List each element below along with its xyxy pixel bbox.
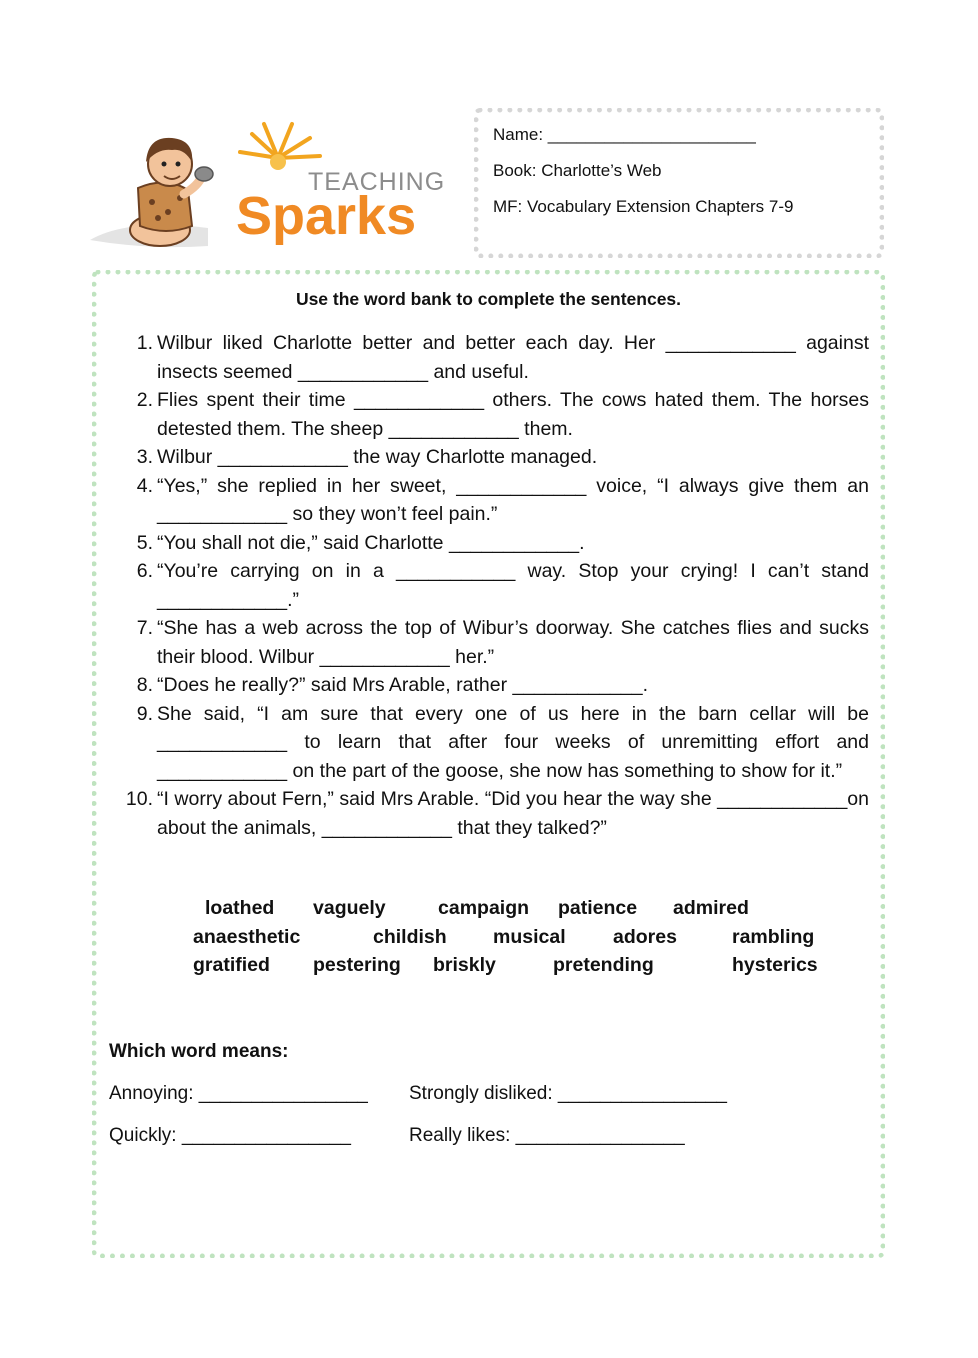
question-number: 9. bbox=[136, 702, 153, 725]
word-bank-row bbox=[97, 926, 880, 955]
question-item bbox=[117, 443, 869, 472]
word-bank-word: pestering bbox=[313, 954, 401, 976]
word-bank-word: rambling bbox=[732, 925, 815, 948]
question-number: 3. bbox=[136, 446, 153, 468]
word-bank-word: vaguely bbox=[313, 897, 386, 919]
question-number: 5. bbox=[136, 531, 153, 554]
logo-word-teaching: TEACHING bbox=[308, 168, 446, 196]
question-text[interactable]: Wilbur liked Charlotte better and better each day. Her ____________ against insects seemed ____________ and useful. bbox=[157, 332, 869, 383]
question-item bbox=[117, 671, 869, 700]
logo-graphic bbox=[88, 118, 458, 258]
question-text[interactable]: “Does he really?” said Mrs Arable, rather ____________. bbox=[157, 674, 649, 696]
question-number: 1. bbox=[136, 332, 153, 354]
question-item bbox=[117, 785, 869, 842]
word-bank-word: admired bbox=[673, 897, 749, 919]
word-bank-word: briskly bbox=[433, 954, 496, 976]
question-item bbox=[117, 557, 869, 614]
word-bank-word: musical bbox=[493, 925, 566, 948]
question-number: 6. bbox=[136, 560, 153, 582]
question-text[interactable]: “Yes,” she replied in her sweet, ____________ voice, “I always give them an ____________ so they won’t feel pain.” bbox=[157, 474, 869, 525]
question-text[interactable]: “I worry about Fern,” said Mrs Arable. “Did you hear the way she ____________on about the animals, ____________ that they talked?” bbox=[157, 788, 869, 839]
question-text[interactable]: She said, “I am sure that every one of us here in the barn cellar will be ____________ to learn that after four weeks of unremitting effort and ____________ on the part of the goose, she now has something to show for it.” bbox=[157, 702, 869, 782]
word-bank-word: anaesthetic bbox=[193, 925, 301, 948]
student-info-box bbox=[474, 108, 884, 258]
word-bank-word: gratified bbox=[193, 954, 270, 976]
word-bank-row bbox=[97, 954, 880, 983]
name-line[interactable]: Name: ______________________ bbox=[493, 125, 756, 144]
question-list bbox=[117, 329, 869, 842]
question-text[interactable]: Flies spent their time ____________ others. The cows hated them. The horses detested them. The sheep ____________ them. bbox=[157, 389, 869, 440]
worksheet-instructions: Use the word bank to complete the sentences. bbox=[295, 289, 682, 309]
teaching-sparks-logo bbox=[88, 118, 458, 258]
word-bank-word: pretending bbox=[553, 954, 654, 976]
question-text[interactable]: “You shall not die,” said Charlotte ____________. bbox=[157, 531, 585, 554]
word-bank bbox=[97, 897, 880, 983]
word-bank-word: campaign bbox=[438, 897, 530, 919]
question-item bbox=[117, 529, 869, 558]
definition-annoying[interactable]: Annoying: ________________ bbox=[109, 1083, 368, 1104]
question-number: 7. bbox=[136, 617, 153, 639]
definition-really-likes[interactable]: Really likes: ________________ bbox=[409, 1125, 685, 1146]
question-number: 10. bbox=[125, 788, 153, 810]
word-bank-word: hysterics bbox=[732, 954, 818, 976]
word-bank-word: patience bbox=[558, 897, 638, 919]
word-bank-word: loathed bbox=[205, 897, 275, 919]
logo-word-sparks: Sparks bbox=[236, 186, 417, 246]
question-item bbox=[117, 329, 869, 386]
question-number: 2. bbox=[136, 389, 153, 411]
question-text[interactable]: “You’re carrying on in a ___________ way. Stop your crying! I can’t stand ____________.” bbox=[157, 560, 869, 611]
question-item bbox=[117, 700, 869, 786]
question-item bbox=[117, 614, 869, 671]
question-item bbox=[117, 386, 869, 443]
question-number: 8. bbox=[136, 674, 153, 696]
word-bank-word: childish bbox=[373, 925, 447, 948]
which-word-means-heading: Which word means: bbox=[109, 1041, 289, 1062]
question-number: 4. bbox=[136, 474, 153, 497]
question-item bbox=[117, 472, 869, 529]
definition-strongly-disliked[interactable]: Strongly disliked: ________________ bbox=[409, 1083, 727, 1104]
word-bank-row bbox=[97, 897, 880, 926]
book-line: Book: Charlotte’s Web bbox=[493, 161, 662, 180]
question-text[interactable]: “She has a web across the top of Wibur’s doorway. She catches flies and sucks their blood. Wilbur ____________ her.” bbox=[157, 617, 869, 668]
word-bank-word: adores bbox=[613, 925, 677, 948]
worksheet-box bbox=[92, 270, 885, 1258]
mf-line: MF: Vocabulary Extension Chapters 7-9 bbox=[493, 197, 794, 216]
definition-quickly[interactable]: Quickly: ________________ bbox=[109, 1125, 351, 1146]
question-text[interactable]: Wilbur ____________ the way Charlotte managed. bbox=[157, 446, 598, 468]
